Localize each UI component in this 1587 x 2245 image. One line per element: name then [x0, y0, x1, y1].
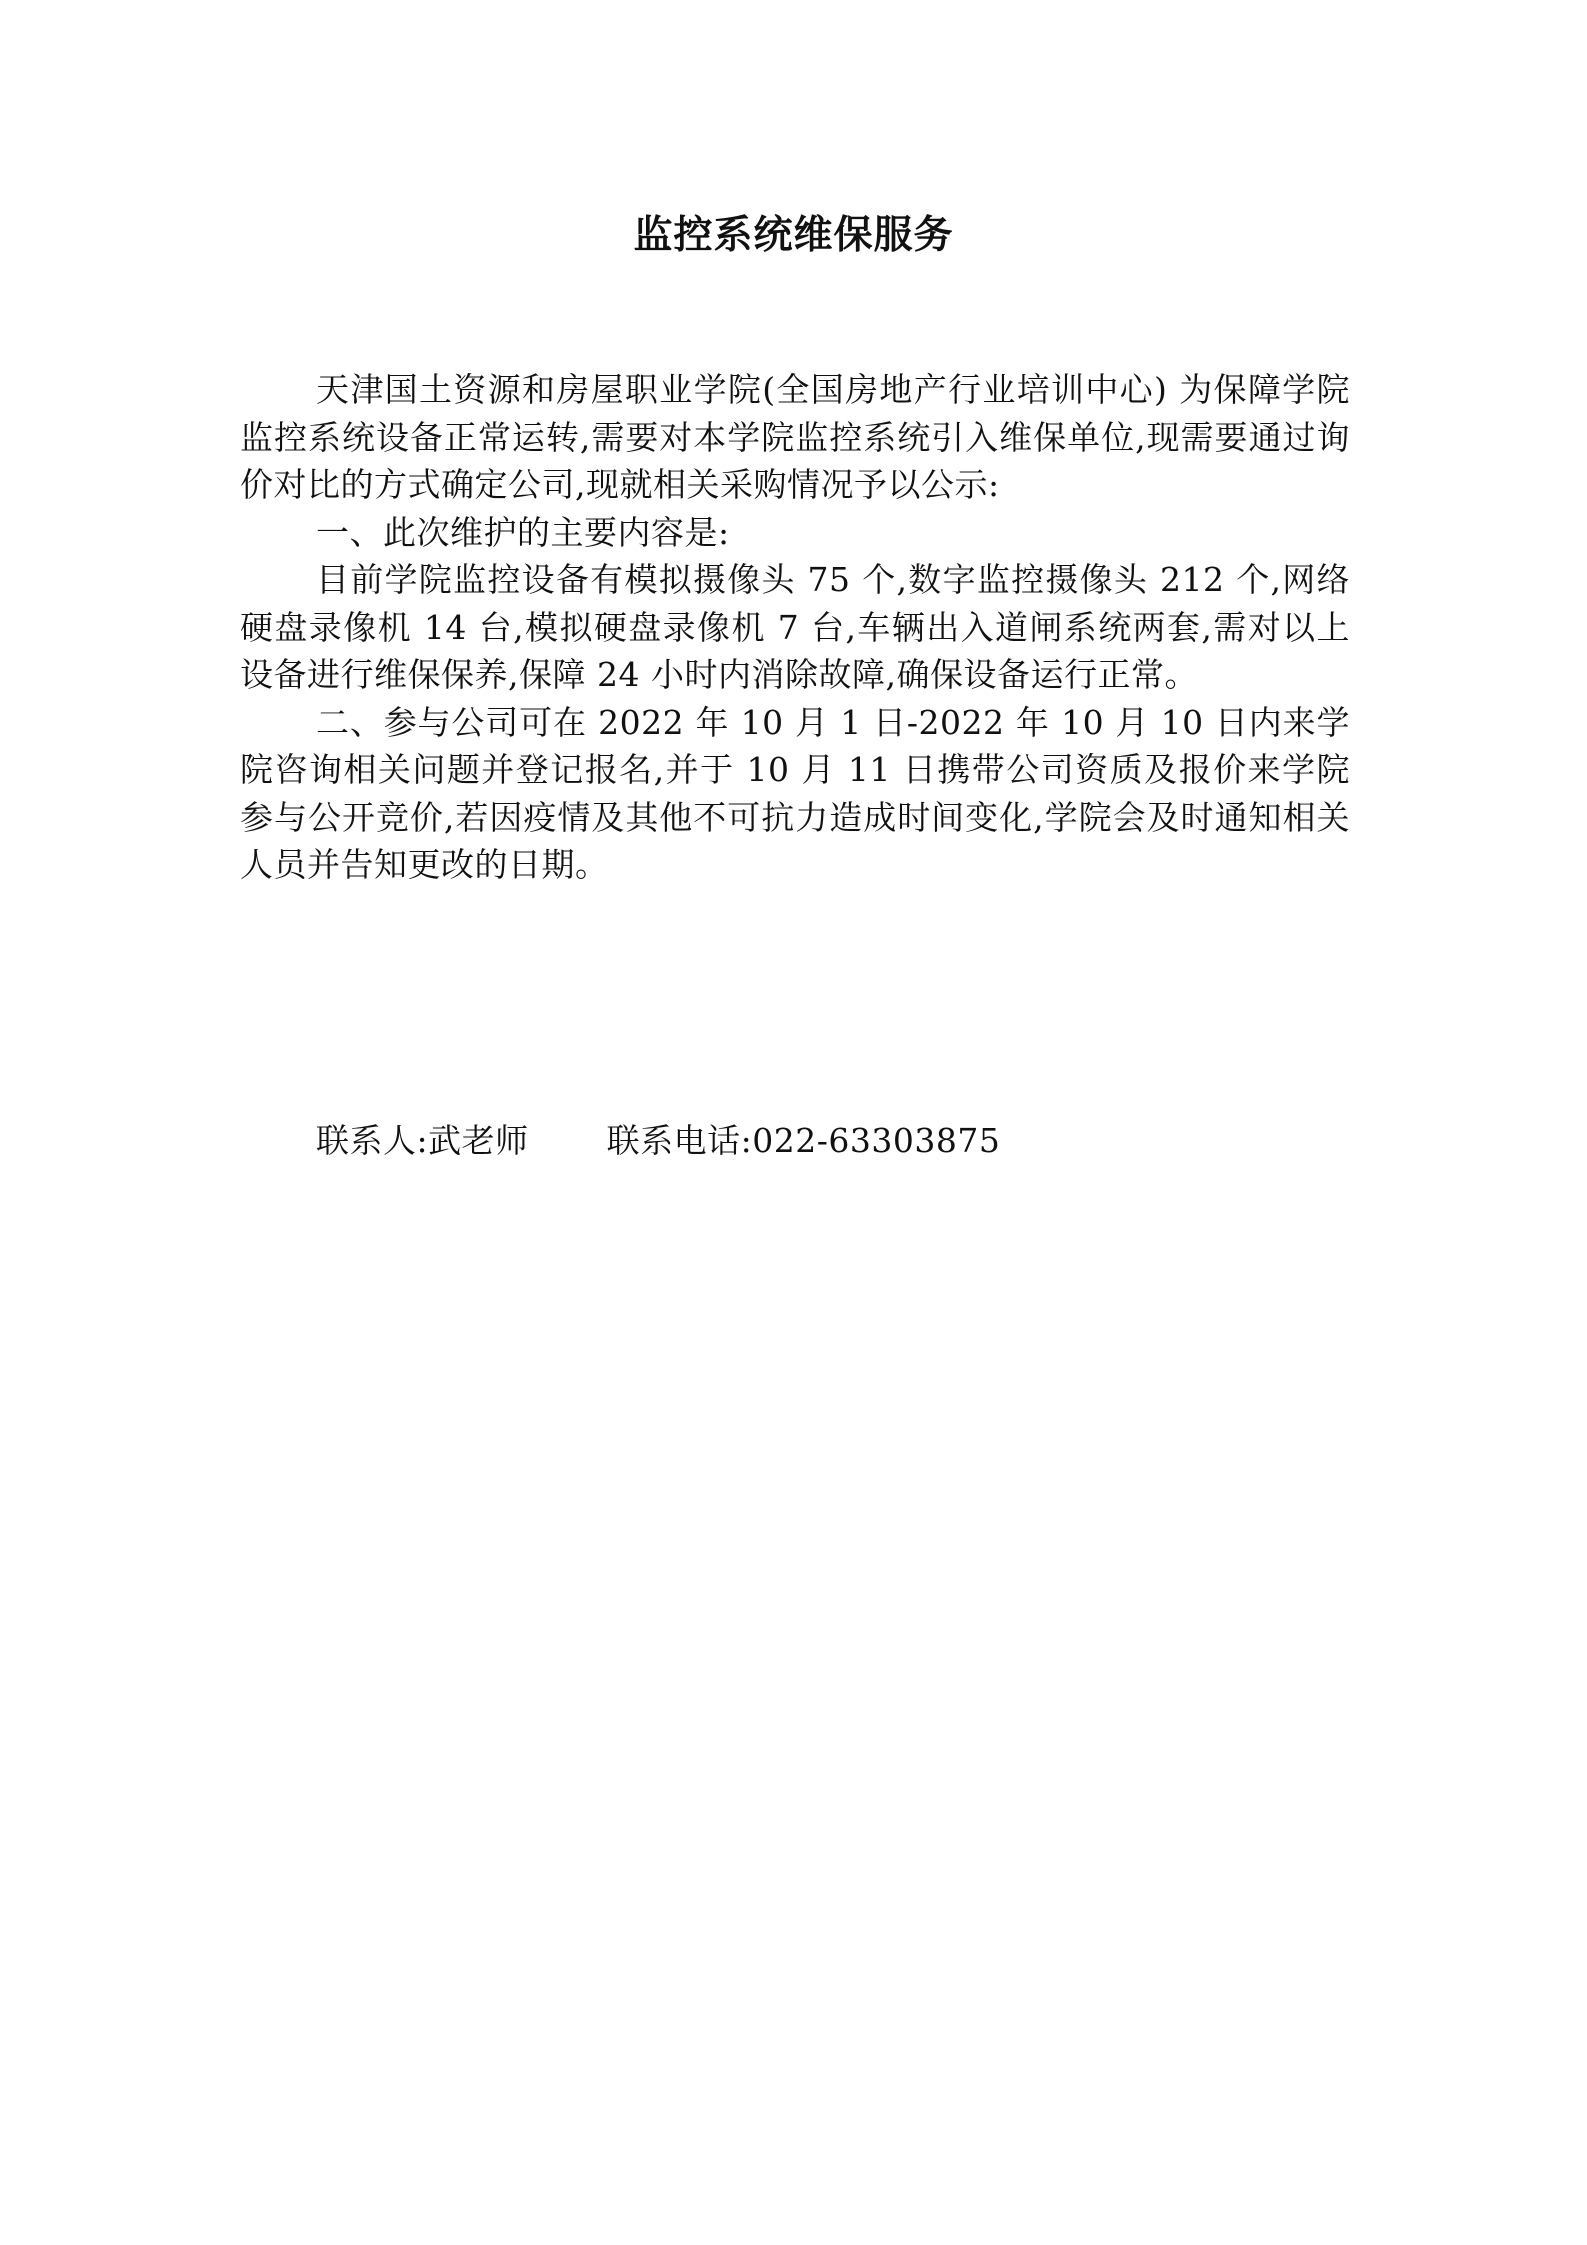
document-body: [240, 366, 1350, 889]
contact-person: [316, 1117, 529, 1165]
equipment-paragraph: 目前学院监控设备有模拟摄像头 75 个,数字监控摄像头 212 个,网络硬盘录像机 14 台,模拟硬盘录像机 7 台,车辆出入道闸系统两套,需对以上设备进行维保保养,保障 24 小时内消除故障,确保设备运行正常。: [240, 560, 1350, 694]
contact-line: [316, 1117, 1000, 1165]
contact-phone-number: 022-63303875: [752, 1121, 1001, 1160]
contact-phone-label: 联系电话:: [606, 1121, 753, 1160]
intro-paragraph: 天津国土资源和房屋职业学院(全国房地产行业培训中心) 为保障学院监控系统设备正常运转,需要对本学院监控系统引入维保单位,现需要通过询价对比的方式确定公司,现就相关采购情况予以公示:: [240, 370, 1350, 504]
document-title: 监控系统维保服务: [633, 212, 954, 258]
section-one-heading: 一、此次维护的主要内容是:: [316, 512, 730, 552]
registration-paragraph: 二、参与公司可在 2022 年 10 月 1 日-2022 年 10 月 10 日内来学院咨询相关问题并登记报名,并于 10 月 11 日携带公司资质及报价来学院参与公开竞价,若因疫情及其他不可抗力造成时间变化,学院会及时通知相关人员并告知更改的日期。: [240, 702, 1350, 884]
contact-person-label: 联系人:: [316, 1121, 429, 1160]
contact-person-name: 武老师: [428, 1121, 529, 1160]
contact-phone: [607, 1117, 1001, 1165]
